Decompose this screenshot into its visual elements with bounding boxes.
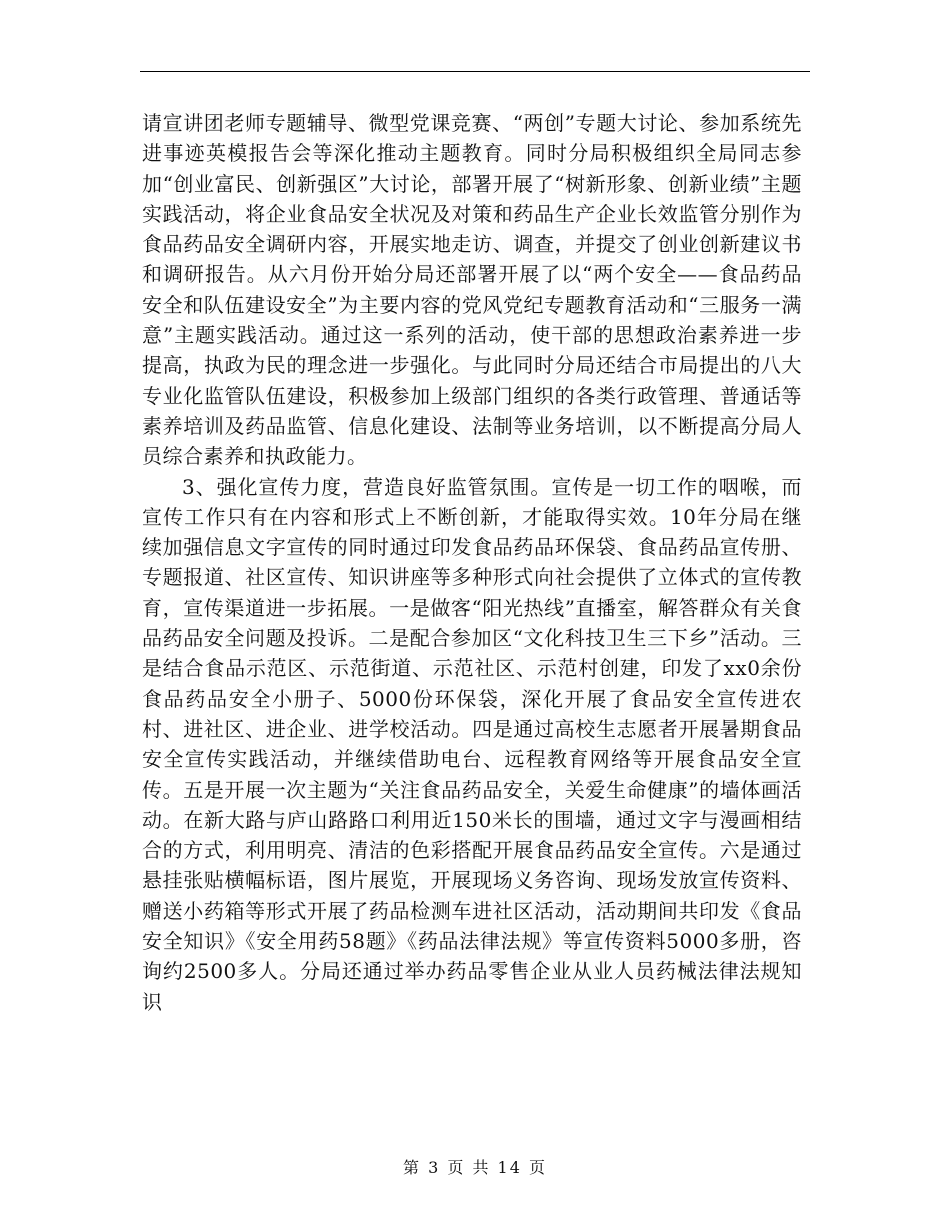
page-number: 第 3 页 共 14 页 <box>403 1158 547 1177</box>
header-rule <box>140 71 810 72</box>
document-body <box>142 108 802 1017</box>
paragraph-1: 请宣讲团老师专题辅导、微型党课竞赛、“两创”专题大讨论、参加系统先进事迹英模报告会等深化推动主题教育。同时分局积极组织全局同志参加“创业富民、创新强区”大讨论，部署开展了“树新形象、创新业绩”主题实践活动，将企业食品安全状况及对策和药品生产企业长效监管分别作为食品药品安全调研内容，开展实地走访、调查，并提交了创业创新建议书和调研报告。从六月份开始分局还部署开展了以“两个安全——食品药品安全和队伍建设安全”为主要内容的党风党纪专题教育活动和“三服务一满意”主题实践活动。通过这一系列的活动，使干部的思想政治素养进一步提高，执政为民的理念进一步强化。与此同时分局还结合市局提出的八大专业化监管队伍建设，积极参加上级部门组织的各类行政管理、普通话等素养培训及药品监管、信息化建设、法制等业务培训，以不断提高分局人员综合素养和执政能力。 <box>142 111 802 469</box>
paragraph-2: 3、强化宣传力度，营造良好监管氛围。宣传是一切工作的咽喉，而宣传工作只有在内容和形式上不断创新，才能取得实效。10年分局在继续加强信息文字宣传的同时通过印发食品药品环保袋、食品药品宣传册、专题报道、社区宣传、知识讲座等多种形式向社会提供了立体式的宣传教育，宣传渠道进一步拓展。一是做客“阳光热线”直播室，解答群众有关食品药品安全问题及投诉。二是配合参加区“文化科技卫生三下乡”活动。三是结合食品示范区、示范街道、示范社区、示范村创建，印发了xx0余份食品药品安全小册子、5000份环保袋，深化开展了食品安全宣传进农村、进社区、进企业、进学校活动。四是通过高校生志愿者开展暑期食品安全宣传实践活动，并继续借助电台、远程教育网络等开展食品安全宣传。五是开展一次主题为“关注食品药品安全，关爱生命健康”的墙体画活动。在新大路与庐山路路口利用近150米长的围墙，通过文字与漫画相结合的方式，利用明亮、清洁的色彩搭配开展食品药品安全宣传。六是通过悬挂张贴横幅标语，图片展览，开展现场义务咨询、现场发放宣传资料、赠送小药箱等形式开展了药品检测车进社区活动，活动期间共印发《食品安全知识》《安全用药58题》《药品法律法规》等宣传资料5000多册，咨询约2500多人。分局还通过举办药品零售企业从业人员药械法律法规知识 <box>142 474 802 1014</box>
